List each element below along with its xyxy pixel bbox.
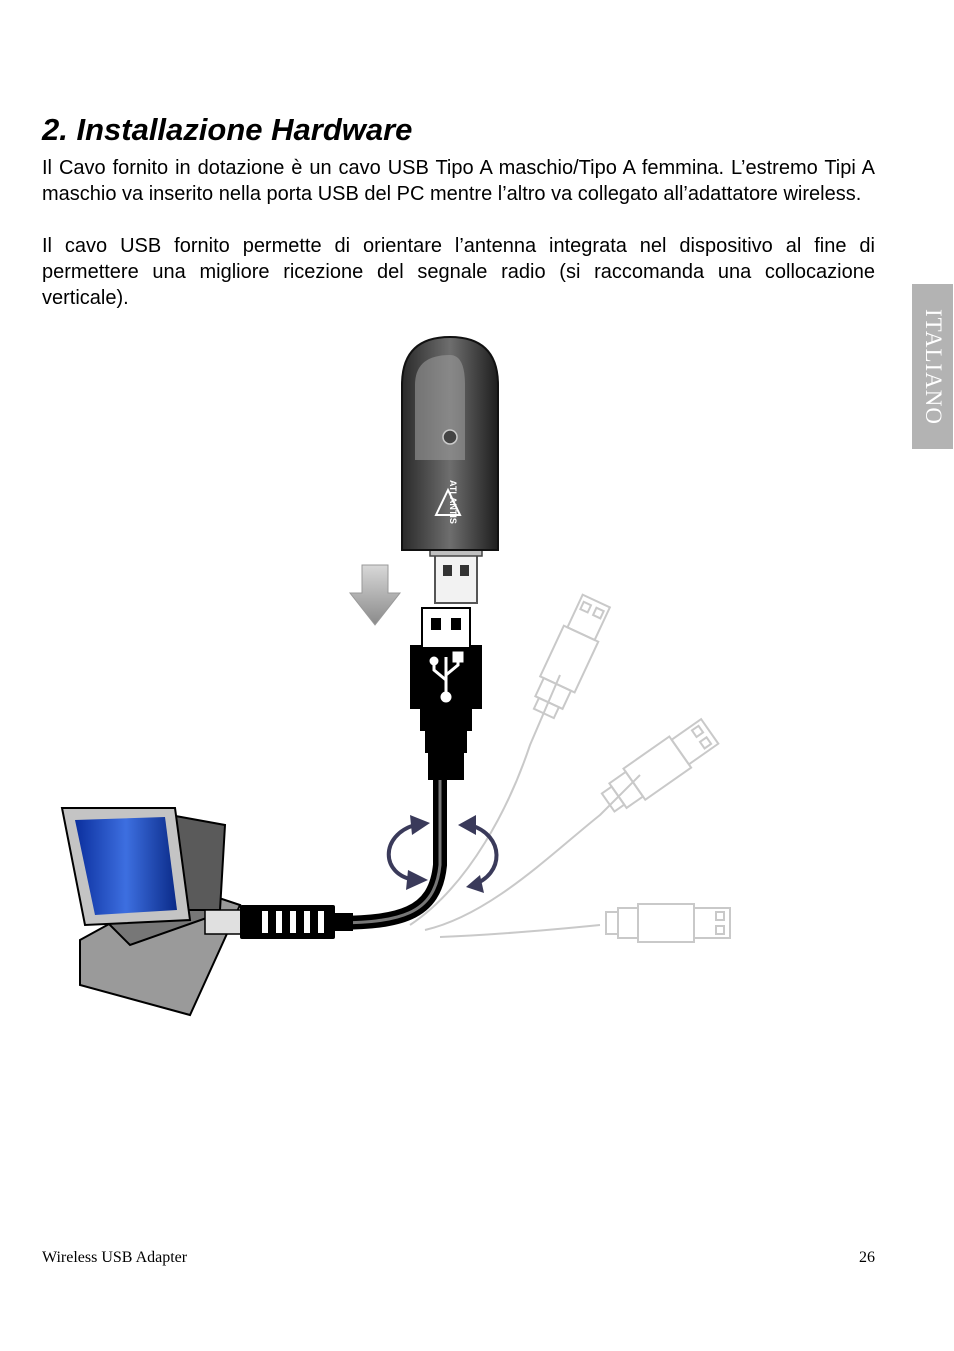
computer-monitor <box>62 808 245 1015</box>
language-side-tab <box>912 284 953 449</box>
down-arrow-icon <box>350 565 400 625</box>
device-logo: ATLANTIS <box>448 480 458 524</box>
paragraph-cable-description: Il Cavo fornito in dotazione è un cavo USB Tipo A maschio/Tipo A femmina. L’estremo Tipi A maschio va inserito nella porta USB del PC mentre l’altro va collegato all’adattatore wireless. <box>42 157 875 205</box>
usb-adapter <box>402 337 498 603</box>
paragraph-antenna-orientation: Il cavo USB fornito permette di orientare l’antenna integrata nel dispositivo al fine di permettere una migliore ricezione del segnale radio (si raccomanda una collocazione verticale). <box>42 235 875 309</box>
usb-installation-illustration <box>40 325 760 1025</box>
usb-connector-device-side <box>410 608 482 780</box>
section-title: 2. Installazione Hardware <box>42 112 413 147</box>
page-number: 26 <box>859 1249 875 1266</box>
footer-product-name: Wireless USB Adapter <box>42 1249 188 1266</box>
usb-connector-pc-side <box>240 905 353 939</box>
usb-cable <box>330 765 440 923</box>
language-label: ITALIANO <box>920 308 946 425</box>
